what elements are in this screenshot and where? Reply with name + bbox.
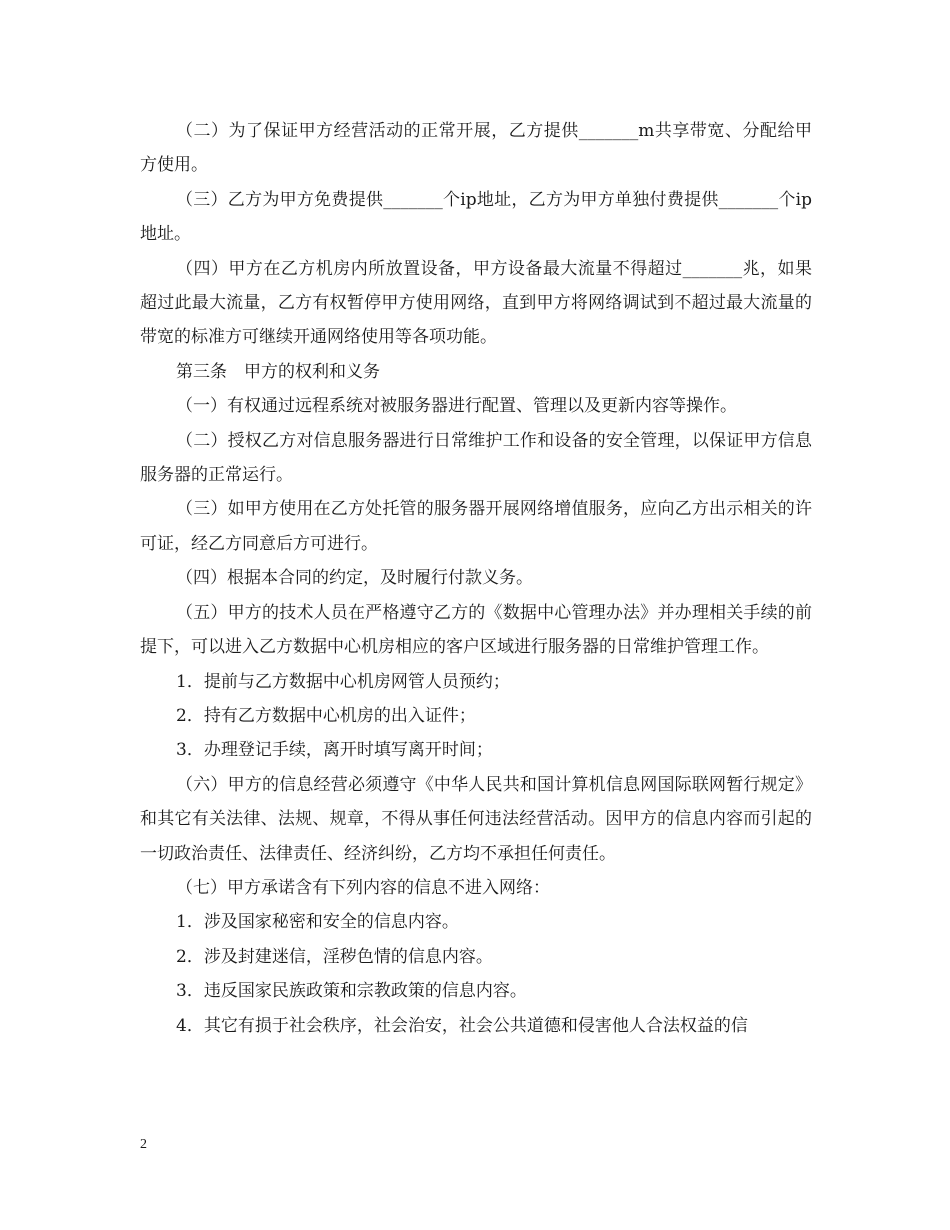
article-heading: 第三条 甲方的权利和义务 — [176, 361, 380, 382]
paragraph-ip-addresses: （三）乙方为甲方免费提供_______个ip地址，乙方为甲方单独付费提供_______个ip地址。 — [140, 189, 812, 245]
paragraph-right-7: （七）甲方承诺含有下列内容的信息不进入网络： — [176, 877, 550, 898]
list-item: 1．涉及国家秘密和安全的信息内容。 — [176, 912, 459, 933]
paragraph-right-4: （四）根据本合同的约定，及时履行付款义务。 — [176, 568, 533, 589]
paragraph-right-5: （五）甲方的技术人员在严格遵守乙方的《数据中心管理办法》并办理相关手续的前提下，可以进入乙方数据中心机房相应的客户区域进行服务器的日常维护管理工作。 — [140, 602, 812, 658]
paragraph-right-2: （二）授权乙方对信息服务器进行日常维护工作和设备的安全管理，以保证甲方信息服务器的正常运行。 — [140, 430, 812, 486]
page-number: 2 — [140, 1137, 147, 1152]
paragraph-max-traffic: （四）甲方在乙方机房内所放置设备，甲方设备最大流量不得超过_______兆，如果超过此最大流量，乙方有权暂停甲方使用网络，直到甲方将网络调试到不超过最大流量的带宽的标准方可继续开通网络使用等各项功能。 — [140, 258, 812, 348]
list-item: 3．办理登记手续，离开时填写离开时间； — [176, 740, 493, 761]
list-item: 2．持有乙方数据中心机房的出入证件； — [176, 705, 476, 726]
document-body — [140, 114, 812, 1043]
paragraph-right-6: （六）甲方的信息经营必须遵守《中华人民共和国计算机信息网国际联网暂行规定》和其它有关法律、法规、规章，不得从事任何违法经营活动。因甲方的信息内容而引起的一切政治责任、法律责任、经济纠纷，乙方均不承担任何责任。 — [140, 774, 812, 864]
paragraph-right-3: （三）如甲方使用在乙方处托管的服务器开展网络增值服务，应向乙方出示相关的许可证，经乙方同意后方可进行。 — [140, 499, 812, 554]
list-item: 1．提前与乙方数据中心机房网管人员预约； — [176, 671, 510, 692]
paragraph-right-1: （一）有权通过远程系统对被服务器进行配置、管理以及更新内容等操作。 — [176, 396, 737, 417]
paragraph-bandwidth: （二）为了保证甲方经营活动的正常开展，乙方提供_______m共享带宽、分配给甲方使用。 — [140, 121, 812, 176]
list-item: 2．涉及封建迷信，淫秽色情的信息内容。 — [176, 946, 493, 967]
list-item: 3．违反国家民族政策和宗教政策的信息内容。 — [176, 981, 527, 1002]
list-item: 4．其它有损于社会秩序，社会治安，社会公共道德和侵害他人合法权益的信 — [176, 1015, 748, 1036]
